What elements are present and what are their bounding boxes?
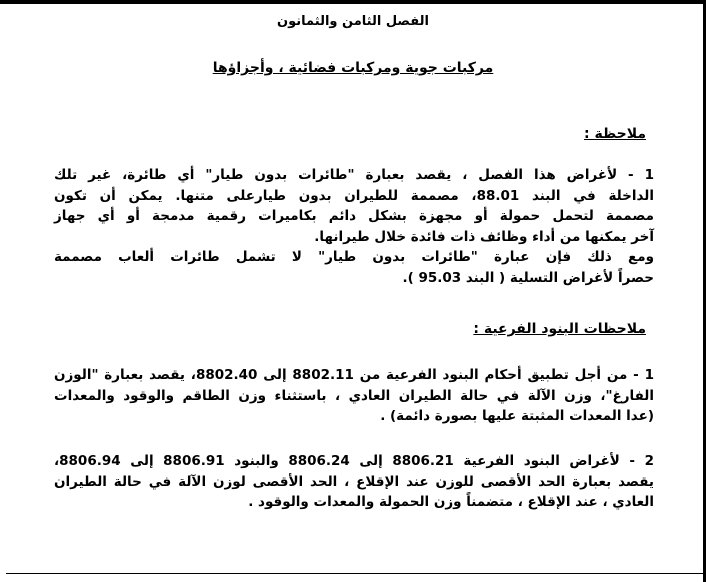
subnote-1-line-2: الفارغ"، وزن الآلة في حالة الطيران العادي ، باستثناء وزن الطاقم والوقود والمعدات (54, 387, 654, 404)
chapter-subtitle-text: مركبات جوية ومركبات فضائية ، وأجزاؤها (212, 60, 494, 76)
subnote-2-line-1: 2 - لأغراض البنود الفرعية 8806.21 إلى 8806.24 والبنود 8806.91 إلى 8806.94، (54, 453, 655, 469)
subnote-2 (54, 451, 654, 513)
note-1 (54, 165, 654, 288)
subnote-1-line-1: 1 - من أجل تطبيق أحكام البنود الفرعية من 8802.11 إلى 8802.40، يقصد بعبارة "الوزن (54, 367, 654, 383)
note-1-line-6: حصراً لأغراض التسلية ( البند 95.03 ). (402, 269, 654, 286)
top-border (0, 0, 706, 4)
bottom-border (6, 573, 706, 574)
subnote-2-line-3: العادي ، عند الإقلاع ، متضمناً وزن الحمولة والمعدات والوقود . (248, 494, 654, 510)
note-heading: ملاحظة : (584, 126, 646, 142)
note-1-line-4: آخر يمكنها من أداء وظائف ذات فائدة خلال طيرانها. (314, 228, 654, 245)
note-1-line-2: الداخلة في البند 88.01، مصممة للطيران بدون طيارعلى متنها. يمكن أن تكون (54, 187, 654, 204)
note-1-line-1: 1 - لأغراض هذا الفصل ، يقصد بعبارة "طائرات بدون طيار" أي طائرة، غير تلك (54, 167, 654, 183)
subheading-notes-heading: ملاحظات البنود الفرعية : (473, 321, 646, 337)
note-1-line-3: مصممة لتحمل حمولة أو مجهزة بشكل دائم بكاميرات رقمية مدمجة أو أي جهاز (54, 208, 654, 224)
note-1-line-5: ومع ذلك فإن عبارة "طائرات بدون طيار" لا تشمل طائرات ألعاب مصممة (54, 249, 654, 265)
chapter-subtitle (0, 60, 706, 76)
subnote-2-line-2: يقصد بعبارة الحد الأقصى للوزن عند الإقلاع ، الحد الأقصى لوزن الآلة في حالة الطيران (54, 473, 654, 490)
chapter-title: الفصل الثامن والثمانون (277, 14, 429, 29)
subnote-1 (54, 365, 654, 427)
subnote-1-line-3: (عدا المعدات المثبتة عليها بصورة دائمة) . (380, 408, 654, 424)
